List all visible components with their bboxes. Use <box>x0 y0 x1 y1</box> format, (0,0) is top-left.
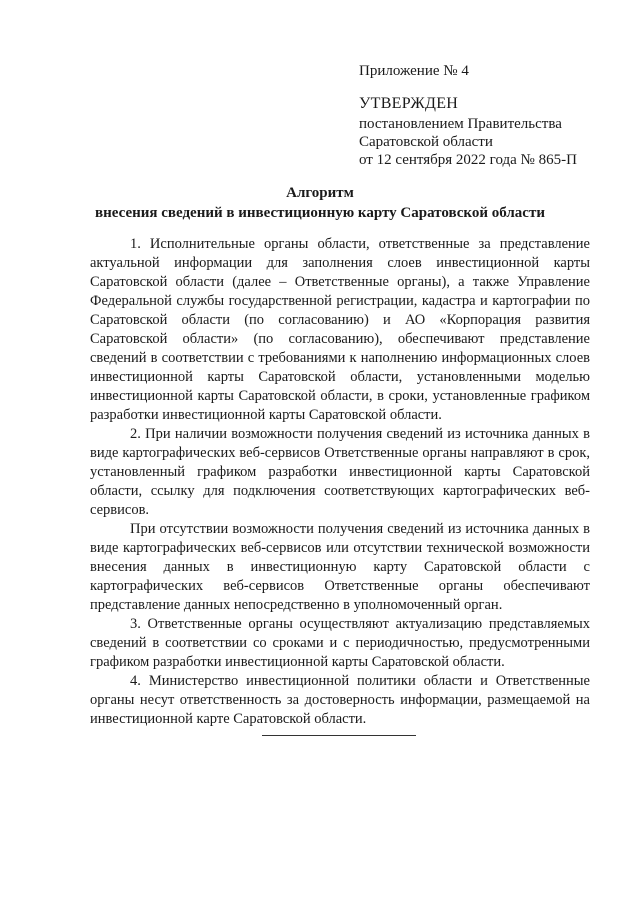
paragraph-2: 2. При наличии возможности получения сведений из источника данных в виде картографических веб-сервисов Ответственные органы направляют в срок, установленный графиком разработки инвестиционной карты Саратовской области, ссылку для подключения соответствующих картографических веб-сервисов. <box>90 426 590 518</box>
approved-heading: УТВЕРЖДЕН <box>359 95 459 112</box>
approval-decree: постановлением Правительства <box>359 116 562 132</box>
paragraph-4: 4. Министерство инвестиционной политики области и Ответственные органы несут ответственность за достоверность информации, размещаемой на инвестиционной карте Саратовской области. <box>90 673 590 727</box>
document-title <box>80 183 560 223</box>
paragraph-2-continued: При отсутствии возможности получения сведений из источника данных в виде картографических веб-сервисов или отсутствии технической возможности внесения данных в инвестиционную карту Саратовской области с картографических веб-сервисов Ответственные органы обеспечивают представление данных непосредственно в уполномоченный орган. <box>90 521 590 613</box>
title-line-1: Алгоритм <box>286 185 354 201</box>
appendix-number: Приложение № 4 <box>359 63 469 79</box>
document-body <box>90 235 590 729</box>
end-separator-line <box>262 735 416 736</box>
approval-block <box>359 62 629 169</box>
approval-region: Саратовской области <box>359 134 493 150</box>
paragraph-3: 3. Ответственные органы осуществляют актуализацию представляемых сведений в соответствии со сроками и с периодичностью, предусмотренными графиком разработки инвестиционной карты Саратовской области. <box>90 616 590 670</box>
approval-date: от 12 сентября 2022 года № 865-П <box>359 152 577 168</box>
paragraph-1: 1. Исполнительные органы области, ответственные за представление актуальной информации для заполнения слоев инвестиционной карты Саратовской области (далее – Ответственные органы), а также Управление Федеральной службы государственной регистрации, кадастра и картографии по Саратовской области (по согласованию) и АО «Корпорация развития Саратовской области» (по согласованию), обеспечивают представление сведений в соответствии с требованиями к наполнению информационных слоев инвестиционной карты Саратовской области, установленными моделью инвестиционной карты Саратовской области, в сроки, установленные графиком разработки инвестиционной карты Саратовской области. <box>90 236 590 423</box>
title-line-2: внесения сведений в инвестиционную карту Саратовской области <box>95 205 545 221</box>
